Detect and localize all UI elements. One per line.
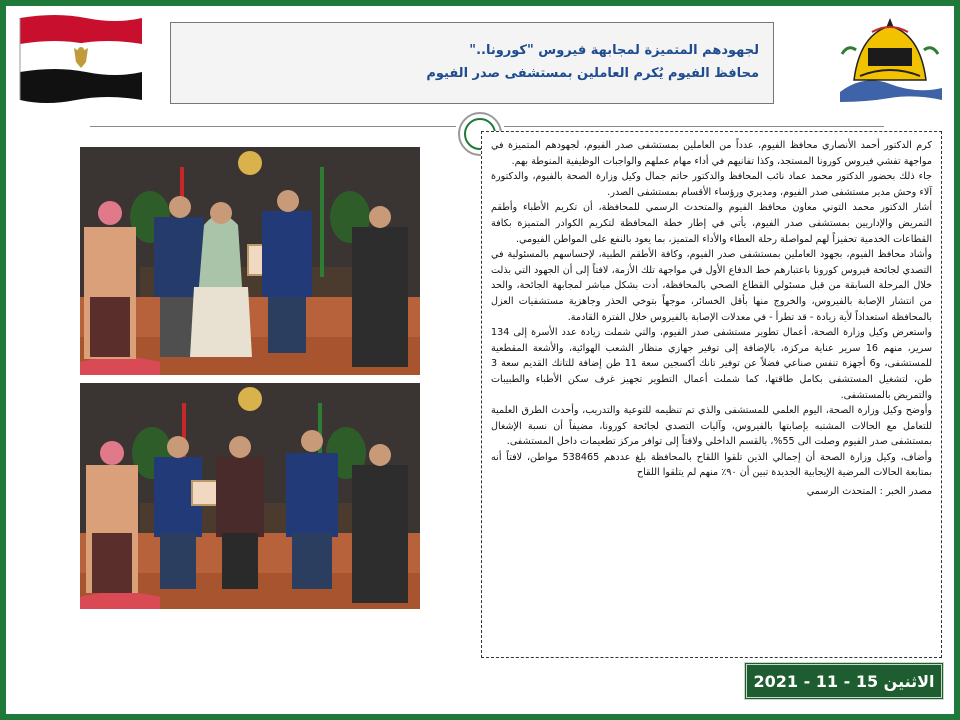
egypt-flag-icon: [16, 12, 146, 104]
article-paragraph-7: وأضاف، وكيل وزارة الصحة أن إجمالي الذين تلقوا اللقاح بالمحافظة بلغ عددهم 538465 مواطن، لافتاً أنه بمتابعة الحالات المرضية الإيجابية الجديدة تبين أن ٩٠٪ منهم لم يتلقوا اللقاح: [491, 451, 932, 479]
article-paragraph-5: واستعرض وكيل وزارة الصحة، أعمال تطوير مستشفى صدر الفيوم، والتي شملت زيادة عدد الأسرة إلى 134 سرير، منهم 16 سرير عناية مركزة، بالإضافة إلى توفير جهازي منظار الشعب الهوائية، والأشعة المقطعية للمستشفى، و6 أجهزة تنفس صناعي فضلاً عن توفير تانك أكسجين سعة 11 طن إضافة للتانك القديم سعة 3 طن، لتشغيل المستشفى بكامل طاقتها، كما شملت أعمال التطوير تجهيز غرف سكن الأطباء والطبيبات والتمريض بالمستشفى.: [491, 327, 933, 401]
ceremony-photo-2: [80, 383, 420, 609]
headline-box: [170, 22, 774, 104]
fayoum-governorate-logo: [834, 14, 946, 106]
date-bar: [744, 662, 944, 700]
ceremony-photo-1: [80, 147, 420, 375]
headline-line-1: لجهودهم المتميزة لمجابهة فيروس "كورونا..": [469, 43, 759, 58]
news-source: مصدر الخبر : المتحدث الرسمي: [806, 486, 932, 498]
article-paragraph-2: جاء ذلك بحضور الدكتور محمد عماد نائب المحافظ والدكتور حاتم جمال وكيل وزارة الصحة بالفيوم، والدكتورة آلاء وحش مدير مستشفى صدر الفيوم، ومديري ورؤساء الأقسام بمستشفى الصدر.: [491, 171, 932, 198]
article-paragraph-4: وأشاد محافظ الفيوم، بجهود العاملين بمستشفى صدر الفيوم، وكافة الأطقم الطبية، لإحساسهم بالمسئولية في التصدي لجائحة فيروس كورونا باعتبارهم خط الدفاع الأول في مواجهة تلك الأزمة، لافتاً إلى أن الجهود التي بذلت خلال المرحلة السابقة من قبل مسئولي القطاع الصحي بالمحافظة، أدت بشكل مباشر لمجابهة الجائحة، والحد من انتشار الإصابة بالفيروس، والخروج منها بأقل الخسائر، موجهاً بتوخي الحذر وجاهزية مستشفيات العزل بالمحافظة استعداداً لأية زيادة - قد تطرأ - في معدلات الإصابة بالفيروس خلال الفترة القادمة.: [491, 249, 932, 323]
article-paragraph-3: أشار الدكتور محمد التوني معاون محافظ الفيوم والمتحدث الرسمي للمحافظة، أن تكريم الأطباء وأطقم التمريض والإداريين بمستشفى صدر الفيوم، يأتي في إطار خطة المحافظة لتكريم الكوادر المتميزة بكافة القطاعات الخدمية تحفيزاً لهم لمواصلة رحلة العطاء والأداء المتميز، بما يعود بالنفع على المواطن الفيومي.: [491, 202, 932, 245]
publish-date: الاثنين 15 - 11 - 2021: [753, 672, 935, 691]
article-paragraph-1: كرم الدكتور أحمد الأنصاري محافظ الفيوم، عدداً من العاملين بمستشفى صدر الفيوم، لجهودهم المتميزة في مواجهة تفشي فيروس كورونا المستجد، وكذا تفانيهم في أداء مهام عملهم والواجبات الوظيفية المنوطة بهم.: [491, 140, 932, 167]
separator-line-right: [504, 126, 884, 127]
separator-line-left: [90, 126, 456, 127]
article-paragraph-6: وأوضح وكيل وزارة الصحة، اليوم العلمي للمستشفى والذي تم تنظيمه للتوعية والتدريب، وأحدث الطرق العلمية للتعامل مع الحالات المشتبه بإصابتها بالفيروس، وآليات التصدي لجائحة كورونا، مضيفاً أن نسبة الإشغال بمستشفى صدر الفيوم وصلت الى 55%، بالقسم الداخلي ولافتاً إلى توافر مركز تطعيمات داخل المستشفى.: [491, 405, 932, 448]
headline-line-2: محافظ الفيوم يُكرم العاملين بمستشفى صدر الفيوم: [426, 66, 759, 81]
article-text-box: [481, 131, 942, 658]
